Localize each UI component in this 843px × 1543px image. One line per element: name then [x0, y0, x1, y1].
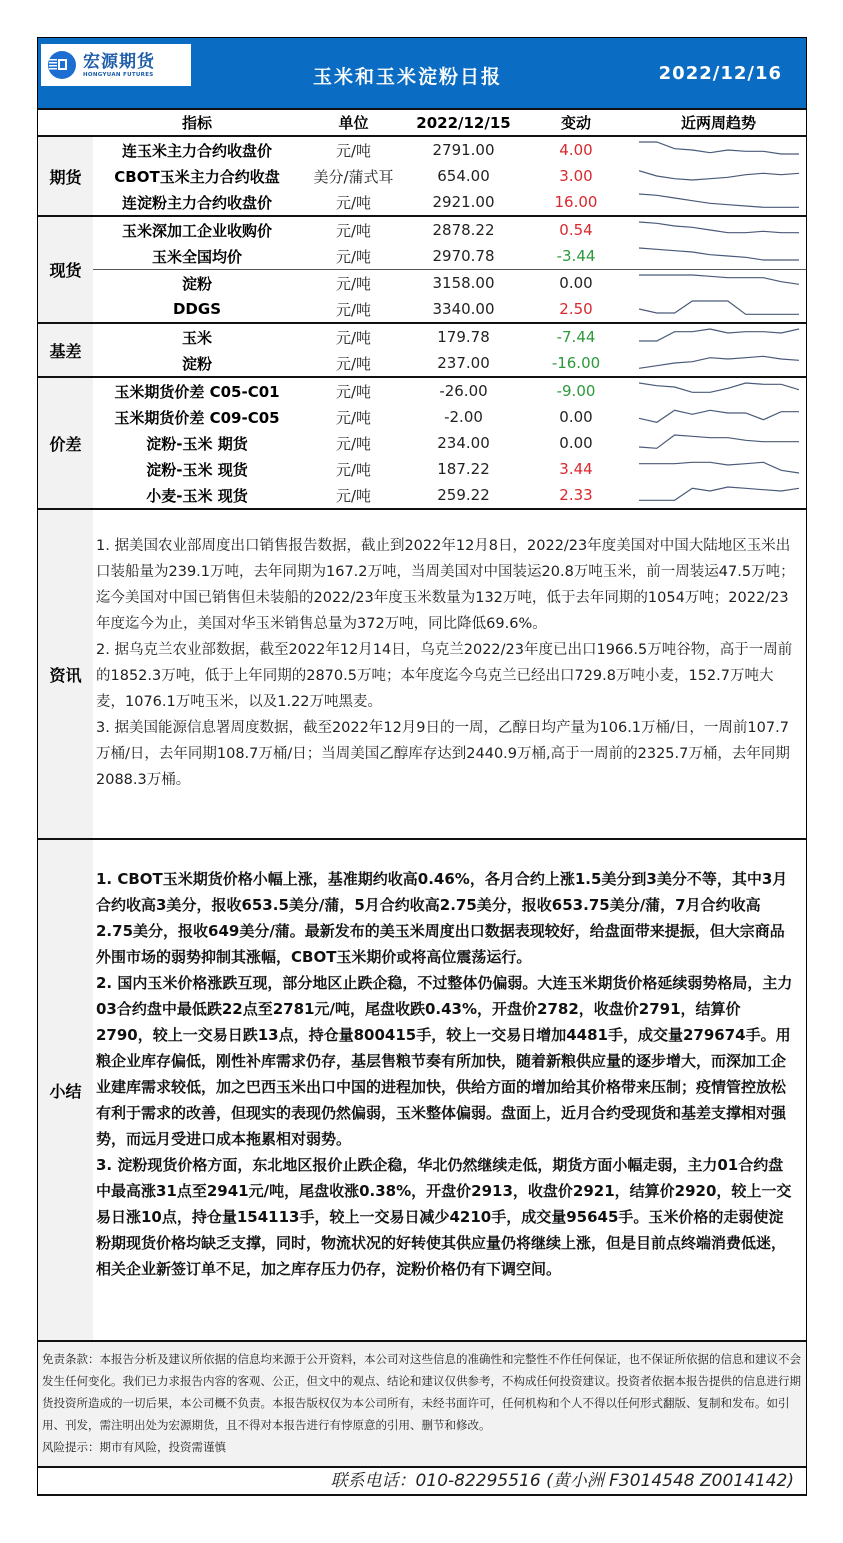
summary-section [38, 840, 806, 1342]
sparkline-chart [639, 381, 799, 401]
change-cell: 0.00 [559, 274, 593, 292]
value-cell: -26.00 [439, 382, 488, 400]
sparkline-chart [639, 485, 799, 505]
news-label: 资讯 [38, 510, 93, 838]
header-date: 2022/12/15 [406, 110, 521, 136]
unit-cell: 元/吨 [301, 189, 406, 216]
change-cell: 0.54 [559, 221, 593, 239]
sparkline-chart [639, 140, 799, 160]
unit-cell: 元/吨 [301, 482, 406, 509]
value-cell: 234.00 [437, 434, 490, 452]
indicator-name: 淀粉 [181, 274, 212, 293]
indicator-name: 玉米期货价差 C05-C01 [114, 382, 280, 401]
change-cell: -3.44 [521, 243, 631, 270]
table-row [38, 430, 806, 456]
table-row [38, 216, 806, 243]
news-paragraph: 2. 据乌克兰农业部数据，截至2022年12月14日，乌克兰2022/23年度已出口1966.5万吨谷物，高于一周前的1852.3万吨，低于上年同期的2870.5万吨；本年度迄今乌克兰已经出口729.8万吨小麦，152.7万吨大麦，1076.1万吨玉米，以及1.22万吨黑麦。 [96, 642, 793, 710]
value-cell: 654.00 [437, 167, 490, 185]
table-row [38, 323, 806, 350]
sparkline-cell [631, 216, 806, 243]
change-cell: -9.00 [556, 382, 596, 400]
change-cell: 0.00 [559, 408, 593, 426]
hongyuan-logo-icon [47, 50, 77, 80]
value-cell: 259.22 [406, 482, 521, 509]
unit-cell: 美分/蒲式耳 [313, 167, 394, 186]
sparkline-cell [631, 189, 806, 216]
unit-cell: 元/吨 [335, 328, 372, 347]
category-label: 期货 [38, 136, 93, 216]
logo-english-name: HONGYUAN FUTURES [83, 72, 154, 78]
change-cell: -7.44 [556, 328, 596, 346]
sparkline-chart [639, 433, 799, 453]
table-row [38, 456, 806, 482]
sparkline-chart [639, 299, 799, 319]
sparkline-chart [639, 407, 799, 427]
sparkline-cell [631, 323, 806, 350]
table-row [38, 404, 806, 430]
disclaimer-text: 免责条款：本报告分析及建议所依据的信息均来源于公开资料，本公司对这些信息的准确性和完整性不作任何保证，也不保证所依据的信息和建议不会发生任何变化。我们已力求报告内容的客观、公正，但文中的观点、结论和建议仅供参考，不构成任何投资建议。投资者依据本报告提供的信息进行期货投资所造成的一切后果，本公司概不负责。本报告版权仅为本公司所有，未经书面许可，任何机构和个人不得以任何形式翻版、复制和发布。如引用、刊发，需注明出处为宏源期货，且不得对本报告进行有悖原意的引用、删节和修改。 [42, 1352, 801, 1432]
table-row [38, 482, 806, 509]
header-trend: 近两周趋势 [631, 110, 806, 136]
indicator-name: 连玉米主力合约收盘价 [121, 141, 272, 160]
table-row [38, 136, 806, 163]
news-paragraph: 3. 据美国能源信息署周度数据，截至2022年12月9日的一周，乙醇日均产量为106.1万桶/日，一周前107.7万桶/日，去年同期108.7万桶/日；当周美国乙醇库存达到2440.9万桶,高于一周前的2325.7万桶，去年同期2088.3万桶。 [96, 720, 790, 788]
sparkline-cell [631, 163, 806, 189]
sparkline-chart [639, 327, 799, 347]
table-row [38, 163, 806, 189]
sparkline-cell [631, 350, 806, 377]
header-unit: 单位 [301, 110, 406, 136]
sparkline-chart [639, 246, 799, 266]
sparkline-chart [639, 353, 799, 373]
change-cell: 16.00 [521, 189, 631, 216]
change-cell: 3.00 [559, 167, 593, 185]
report-header [38, 38, 806, 110]
change-cell: 4.00 [559, 141, 593, 159]
report-title: 玉米和玉米淀粉日报 [313, 66, 503, 88]
category-label: 现货 [38, 216, 93, 323]
sparkline-chart [639, 166, 799, 186]
sparkline-cell [631, 430, 806, 456]
indicator-name: 淀粉-玉米 期货 [146, 434, 248, 453]
unit-cell: 元/吨 [301, 296, 406, 323]
unit-cell: 元/吨 [301, 243, 406, 270]
sparkline-cell [631, 136, 806, 163]
sparkline-cell [631, 456, 806, 482]
category-label: 价差 [38, 377, 93, 509]
sparkline-chart [639, 220, 799, 240]
news-body [93, 510, 806, 838]
summary-body [93, 840, 806, 1340]
summary-paragraph: 1. CBOT玉米期货价格小幅上涨，基准期约收高0.46%，各月合约上涨1.5美分到3美分不等，其中3月合约收高3美分，报收653.5美分/蒲，5月合约收高2.75美分，报收653.75美分/蒲，7月合约收高2.75美分，报收649美分/蒲。最新发布的美玉米周度出口数据表现较好，给盘面带来提振，但大宗商品外围市场的弱势抑制其涨幅，CBOT玉米期价或将高位震荡运行。 [96, 870, 788, 966]
unit-cell: 元/吨 [335, 434, 372, 453]
change-cell: 0.00 [559, 434, 593, 452]
sparkline-cell [631, 404, 806, 430]
table-row [38, 350, 806, 377]
change-cell: 2.50 [521, 296, 631, 323]
unit-cell: 元/吨 [335, 382, 372, 401]
unit-cell: 元/吨 [335, 221, 372, 240]
table-row [38, 243, 806, 270]
indicator-name: 淀粉-玉米 现货 [146, 460, 248, 479]
value-cell: 2970.78 [406, 243, 521, 270]
table-row [38, 377, 806, 404]
indicator-name: 小麦-玉米 现货 [93, 482, 301, 509]
value-cell: 2921.00 [406, 189, 521, 216]
sparkline-cell [631, 243, 806, 270]
report-date: 2022/12/16 [658, 63, 782, 84]
unit-cell: 元/吨 [335, 141, 372, 160]
change-cell: -16.00 [521, 350, 631, 377]
news-section [38, 510, 806, 840]
header-change: 变动 [521, 110, 631, 136]
price-table [38, 110, 806, 510]
indicator-name: 玉米 [181, 328, 212, 347]
sparkline-cell [631, 482, 806, 509]
unit-cell: 元/吨 [335, 460, 372, 479]
contact-info: 联系电话：010-82295516 (黄小洲 F3014548 Z0014142) [38, 1468, 806, 1496]
category-label: 基差 [38, 323, 93, 377]
summary-label: 小结 [38, 840, 93, 1340]
sparkline-cell [631, 296, 806, 323]
table-row [38, 189, 806, 216]
indicator-name: DDGS [93, 296, 301, 323]
table-row [38, 270, 806, 297]
sparkline-cell [631, 270, 806, 297]
value-cell: 3158.00 [432, 274, 495, 292]
unit-cell: 元/吨 [301, 350, 406, 377]
header-indicator: 指标 [93, 110, 301, 136]
sparkline-cell [631, 377, 806, 404]
value-cell: -2.00 [444, 408, 483, 426]
value-cell: 237.00 [406, 350, 521, 377]
unit-cell: 元/吨 [335, 274, 372, 293]
summary-paragraph: 2. 国内玉米价格涨跌互现，部分地区止跌企稳，不过整体仍偏弱。大连玉米期货价格延续弱势格局，主力03合约盘中最低跌22点至2781元/吨，尾盘收跌0.43%，开盘价2782，收盘价2791，结算价2790，较上一交易日跌13点，持仓量800415手，较上一交易日增加4481手，成交量279674手。用粮企业库存偏低，刚性补库需求仍存，基层售粮节奏有所加快，随着新粮供应量的逐步增大，而深加工企业建库需求较低，加之巴西玉米出口中国的进程加快，供给方面的增加给其价格带来压制；疫情管控放松有利于需求的改善，但现实的表现仍然偏弱，玉米整体偏弱。盘面上，近月合约受现货和基差支撑相对强势，而远月受进口成本拖累相对弱势。 [96, 974, 793, 1148]
indicator-name: CBOT玉米主力合约收盘 [114, 167, 280, 186]
disclaimer-section [38, 1342, 806, 1468]
table-row [38, 296, 806, 323]
logo-chinese-name: 宏源期货 [83, 52, 155, 72]
value-cell: 3340.00 [406, 296, 521, 323]
table-body [38, 136, 806, 509]
report-frame [37, 37, 807, 1496]
change-cell: 3.44 [559, 460, 593, 478]
company-logo [41, 44, 191, 86]
indicator-name: 玉米全国均价 [93, 243, 301, 270]
value-cell: 179.78 [437, 328, 490, 346]
indicator-name: 玉米期货价差 C09-C05 [114, 408, 280, 427]
indicator-name: 连淀粉主力合约收盘价 [93, 189, 301, 216]
sparkline-chart [639, 192, 799, 212]
value-cell: 2878.22 [432, 221, 495, 239]
table-header-row [38, 110, 806, 136]
indicator-name: 淀粉 [93, 350, 301, 377]
news-paragraph: 1. 据美国农业部周度出口销售报告数据，截止到2022年12月8日，2022/23年度美国对中国大陆地区玉米出口装船量为239.1万吨，去年同期为167.2万吨，当周美国对中国装运20.8万吨玉米，前一周装运47.5万吨；迄今美国对中国已销售但未装船的2022/23年度玉米数量为132万吨，低于去年同期的1054万吨；2022/23年度迄今为止，美国对华玉米销售总量为372万吨，同比降低69.6%。 [96, 538, 795, 632]
change-cell: 2.33 [521, 482, 631, 509]
sparkline-chart [639, 273, 799, 293]
value-cell: 187.22 [437, 460, 490, 478]
summary-paragraph: 3. 淀粉现货价格方面，东北地区报价止跌企稳，华北仍然继续走低，期货方面小幅走弱，主力01合约盘中最高涨31点至2941元/吨，尾盘收涨0.38%，开盘价2913，收盘价2921，结算价2920，较上一交易日涨10点，持仓量154113手，较上一交易日减少4210手，成交量95645手。玉米价格的走弱使淀粉期现货价格均缺乏支撑，同时，物流状况的好转使其供应量仍将继续上涨，但是目前点终端消费低迷，相关企业新签订单不足，加之库存压力仍存，淀粉价格仍有下调空间。 [96, 1156, 792, 1278]
header-category [38, 110, 93, 136]
risk-warning: 风险提示：期市有风险，投资需谨慎 [42, 1440, 226, 1454]
indicator-name: 玉米深加工企业收购价 [121, 221, 272, 240]
unit-cell: 元/吨 [335, 408, 372, 427]
sparkline-chart [639, 459, 799, 479]
value-cell: 2791.00 [432, 141, 495, 159]
